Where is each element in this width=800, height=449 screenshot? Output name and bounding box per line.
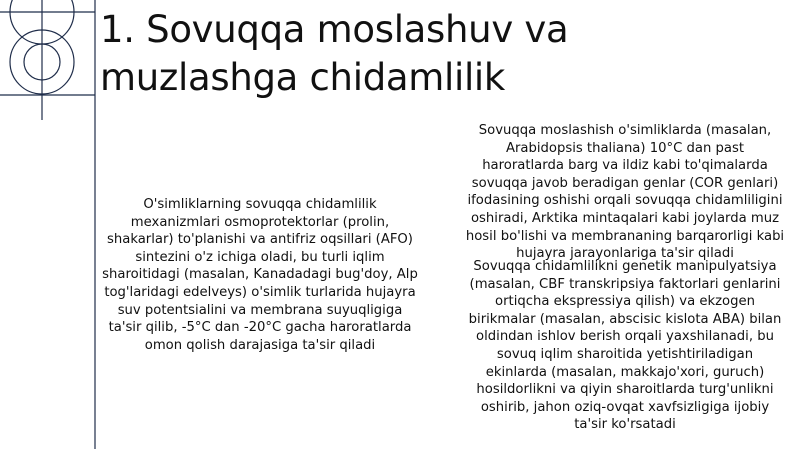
right-paragraph-2: Sovuqqa chidamlilikni genetik manipulyatsiya (masalan, CBF transkripsiya faktorlari genlarini ortiqcha ekspressiya qilish) va ekzogen birikmalar (masalan, abscisic kislota ABA) bilan oldindan ishlov berish orqali yaxshilanadi, bu sovuq iqlim sharoitida yetishtiriladigan ekinlarda (masalan, makkajo'xori, guruch) hosildorlikni va qiyin sharoitlarda turg'unlikni oshirib, jahon oziq-ovqat xavfsizligiga ijobiy ta'sir ko'rsatadi bbox=[468, 259, 782, 433]
title-line-2: muzlashga chidamlilik bbox=[100, 56, 506, 99]
left-paragraph: O'simliklarning sovuqqa chidamlilik mexanizmlari osmoprotektorlar (prolin, shakarlar) to'planishi va antifriz oqsillari (AFO) sintezini o'z ichiga oladi, bu turli iqlim sharoitidagi (masalan, Kanadadagi bug'doy, Alp tog'laridagi edelveys) o'simlik turlarida hujayra suv potentsialini va membrana suyuqligiga ta'sir qilib, -5°C dan -20°C gacha haroratlarda omon qolish darajasiga ta'sir qiladi bbox=[102, 197, 418, 353]
slide-title bbox=[100, 6, 780, 102]
right-paragraph-1: Sovuqqa moslashish o'simliklarda (masalan, Arabidopsis thaliana) 10°C dan past haroratlarda barg va ildiz kabi to'qimalarda sovuqqa javob beradigan genlar (COR genlari) ifodasining oshishi orqali sovuqqa chidamliligini oshiradi, Arktika mintaqalari kabi joylarda muz hosil bo'lishi va membrananing barqarorligi kabi hujayra jarayonlariga ta'sir qiladi bbox=[465, 123, 785, 262]
title-line-1: 1. Sovuqqa moslashuv va bbox=[100, 8, 569, 51]
